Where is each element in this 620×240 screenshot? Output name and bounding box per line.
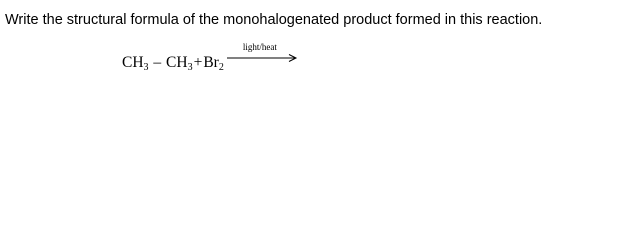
reaction-arrow <box>227 42 301 67</box>
br-symbol: Br <box>203 54 219 71</box>
subscript-3: 3 <box>143 62 149 73</box>
bromine-formula <box>203 54 224 72</box>
subscript-3: 3 <box>187 62 193 73</box>
reaction-condition-label: light/heat <box>242 42 277 52</box>
right-arrow-icon <box>227 53 301 63</box>
subscript-2: 2 <box>218 62 224 73</box>
single-bond: – <box>153 54 162 71</box>
reaction-equation <box>122 42 301 73</box>
plus-sign: + <box>193 54 203 71</box>
question-text: Write the structural formula of the monohalogenated product formed in this reaction. <box>5 12 543 28</box>
ch3-group-2: CH <box>166 54 188 71</box>
ch3-group-1: CH <box>122 54 144 71</box>
ethane-formula <box>122 54 193 72</box>
